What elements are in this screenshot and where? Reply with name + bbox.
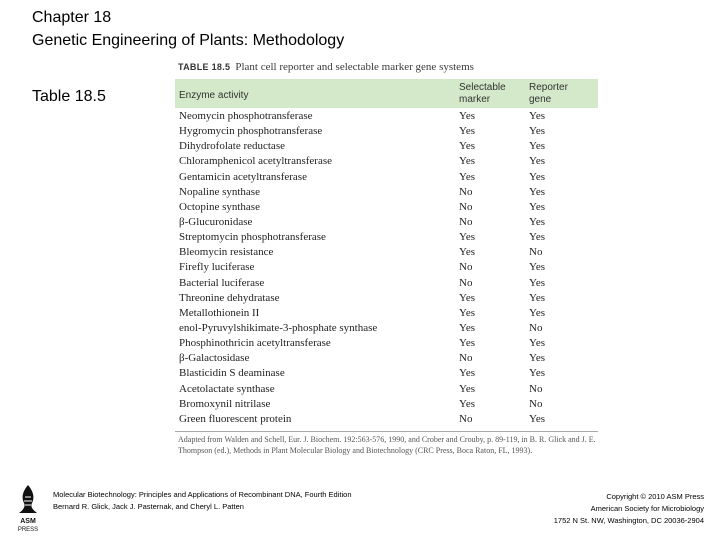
cell-enzyme: enol-Pyruvylshikimate-3-phosphate synthase <box>179 321 378 334</box>
copyright-line: Copyright © 2010 ASM Press <box>606 492 704 501</box>
cell-selectable-marker: Yes <box>459 155 476 168</box>
logo-text-press: PRESS <box>17 527 39 533</box>
table-bottom-rule <box>175 431 598 432</box>
cell-enzyme: β-Glucuronidase <box>179 215 253 228</box>
cell-enzyme: Blasticidin S deaminase <box>179 367 285 380</box>
cell-selectable-marker: No <box>459 276 473 289</box>
cell-reporter-gene: Yes <box>529 200 546 213</box>
logo-text-asm: ASM <box>20 518 36 525</box>
cell-reporter-gene: Yes <box>529 215 546 228</box>
cell-reporter-gene: No <box>529 382 543 395</box>
table-row <box>175 230 598 245</box>
cell-enzyme: Green fluorescent protein <box>179 412 292 425</box>
table-row <box>175 397 598 412</box>
table-row <box>175 336 598 351</box>
address-line: 1752 N St. NW, Washington, DC 20036-2904 <box>553 516 704 525</box>
cell-selectable-marker: No <box>459 200 473 213</box>
cell-enzyme: Bromoxynil nitrilase <box>179 397 271 410</box>
table-row <box>175 276 598 291</box>
cell-selectable-marker: No <box>459 412 473 425</box>
cell-enzyme: Hygromycin phosphotransferase <box>179 125 323 138</box>
cell-reporter-gene: Yes <box>529 352 546 365</box>
table-row <box>175 124 598 139</box>
header-selectable-marker <box>459 82 529 106</box>
cell-reporter-gene: Yes <box>529 261 546 274</box>
cell-enzyme: β-Galactosidase <box>179 352 250 365</box>
cell-reporter-gene: No <box>529 246 543 259</box>
cell-reporter-gene: No <box>529 321 543 334</box>
header-selectable-line2: marker <box>459 94 491 105</box>
header-selectable-line1: Selectable <box>459 82 506 93</box>
cell-enzyme: Phosphinothricin acetyltransferase <box>179 337 331 350</box>
table-row <box>175 351 598 366</box>
chapter-subtitle: Genetic Engineering of Plants: Methodology <box>32 32 345 49</box>
cell-enzyme: Nopaline synthase <box>179 185 260 198</box>
cell-selectable-marker: Yes <box>459 337 476 350</box>
cell-reporter-gene: Yes <box>529 291 546 304</box>
chapter-title: Chapter 18 <box>32 9 112 26</box>
cell-selectable-marker: Yes <box>459 291 476 304</box>
cell-reporter-gene: Yes <box>529 185 546 198</box>
cell-selectable-marker: Yes <box>459 321 476 334</box>
cell-selectable-marker: Yes <box>459 367 476 380</box>
cell-reporter-gene: Yes <box>529 337 546 350</box>
cell-enzyme: Dihydrofolate reductase <box>179 140 285 153</box>
cell-selectable-marker: Yes <box>459 306 476 319</box>
cell-enzyme: Metallothionein II <box>179 306 260 319</box>
publisher-line: American Society for Microbiology <box>590 504 704 513</box>
cell-selectable-marker: Yes <box>459 170 476 183</box>
cell-selectable-marker: Yes <box>459 397 476 410</box>
table-body <box>175 109 598 427</box>
cell-enzyme: Neomycin phosphotransferase <box>179 110 313 122</box>
cell-selectable-marker: Yes <box>459 125 476 138</box>
table-header <box>175 79 598 108</box>
table-row <box>175 321 598 336</box>
cell-enzyme: Chloramphenicol acetyltransferase <box>179 155 333 168</box>
cell-reporter-gene: Yes <box>529 110 546 122</box>
cell-enzyme: Threonine dehydratase <box>179 291 280 304</box>
cell-reporter-gene: Yes <box>529 306 546 319</box>
cell-selectable-marker: Yes <box>459 231 476 244</box>
header-reporter-gene <box>529 82 589 106</box>
table-caption <box>178 61 474 73</box>
cell-enzyme: Bacterial luciferase <box>179 276 265 289</box>
table-row <box>175 291 598 306</box>
cell-enzyme: Bleomycin resistance <box>179 246 274 259</box>
cell-selectable-marker: Yes <box>459 140 476 153</box>
cell-selectable-marker: Yes <box>459 110 476 122</box>
cell-enzyme: Streptomycin phosphotransferase <box>179 231 326 244</box>
cell-selectable-marker: Yes <box>459 246 476 259</box>
header-reporter-line1: Reporter <box>529 82 568 93</box>
cell-enzyme: Firefly luciferase <box>179 261 255 274</box>
header-enzyme-activity: Enzyme activity <box>179 90 249 101</box>
cell-selectable-marker: No <box>459 185 473 198</box>
table-row <box>175 200 598 215</box>
table-label: Table 18.5 <box>32 88 106 105</box>
asm-press-logo <box>14 483 42 535</box>
cell-reporter-gene: No <box>529 397 543 410</box>
asm-logo-icon <box>14 483 42 535</box>
book-title-line: Molecular Biotechnology: Principles and Applications of Recombinant DNA, Fourth Edition <box>53 490 352 499</box>
cell-enzyme: Acetolactate synthase <box>179 382 275 395</box>
table-row <box>175 170 598 185</box>
table-row <box>175 215 598 230</box>
table-row <box>175 260 598 275</box>
table-number: TABLE 18.5 <box>178 62 231 72</box>
table-row <box>175 366 598 381</box>
cell-reporter-gene: Yes <box>529 367 546 380</box>
cell-reporter-gene: Yes <box>529 125 546 138</box>
copyright-block <box>554 491 704 527</box>
cell-reporter-gene: Yes <box>529 276 546 289</box>
cell-reporter-gene: Yes <box>529 155 546 168</box>
table-row <box>175 412 598 427</box>
table-footnote: Adapted from Walden and Schell, Eur. J. Biochem. 192:563-576, 1990, and Crober and Crouby, p. 89-119, in B. R. Glick and J. E. Thompson (ed.), Methods in Plant Molecular Biology and Biotechnology (CRC Press, Boca Raton, FL, 1993). <box>178 435 596 455</box>
header-reporter-line2: gene <box>529 94 552 105</box>
cell-selectable-marker: Yes <box>459 382 476 395</box>
cell-selectable-marker: No <box>459 352 473 365</box>
table-row <box>175 185 598 200</box>
book-citation <box>53 489 352 513</box>
cell-reporter-gene: Yes <box>529 170 546 183</box>
cell-reporter-gene: Yes <box>529 412 546 425</box>
table-row <box>175 154 598 169</box>
book-authors-line: Bernard R. Glick, Jack J. Pasternak, and Cheryl L. Patten <box>53 502 244 511</box>
cell-reporter-gene: Yes <box>529 231 546 244</box>
cell-selectable-marker: No <box>459 261 473 274</box>
cell-enzyme: Gentamicin acetyltransferase <box>179 170 307 183</box>
table-row <box>175 139 598 154</box>
table-caption-text: Plant cell reporter and selectable marker gene systems <box>235 61 474 73</box>
cell-reporter-gene: Yes <box>529 140 546 153</box>
table-row <box>175 109 598 124</box>
table-row <box>175 306 598 321</box>
cell-selectable-marker: No <box>459 215 473 228</box>
table-row <box>175 245 598 260</box>
cell-enzyme: Octopine synthase <box>179 200 260 213</box>
table-row <box>175 382 598 397</box>
